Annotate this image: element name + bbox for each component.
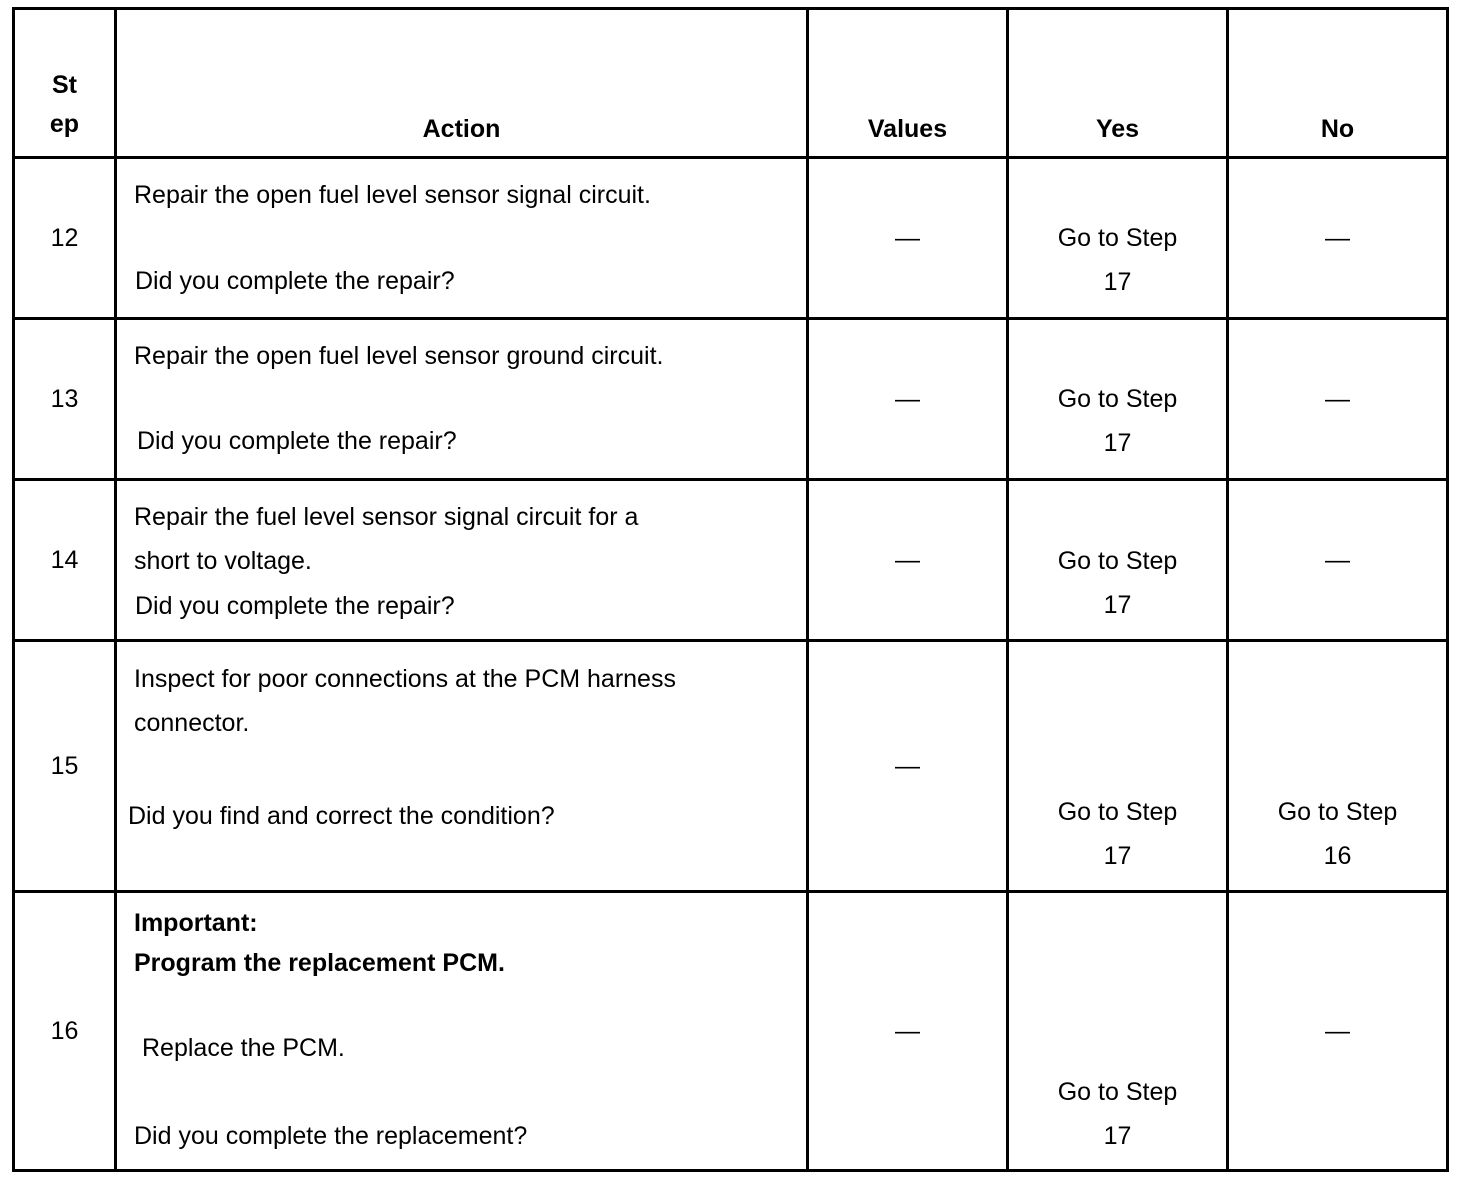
step-cell: 16 [14, 892, 116, 1171]
table-row [14, 319, 1448, 480]
step-cell: 12 [14, 158, 116, 319]
no-cell: — [1228, 319, 1448, 480]
step-cell: 13 [14, 319, 116, 480]
action-cell [116, 641, 808, 892]
yes-cell [1008, 480, 1228, 641]
table-row [14, 158, 1448, 319]
header-action: Action [116, 9, 808, 158]
action-cell [116, 892, 808, 1171]
important-text: Program the replacement PCM. [134, 949, 505, 977]
values-cell: — [808, 158, 1008, 319]
header-no: No [1228, 9, 1448, 158]
no-goto-step: 16 [1323, 842, 1352, 870]
action-text: Repair the open fuel level sensor signal circuit. [134, 181, 651, 209]
header-step [14, 9, 116, 158]
table-row [14, 641, 1448, 892]
action-question: Did you complete the replacement? [134, 1122, 528, 1150]
yes-cell [1008, 158, 1228, 319]
header-values: Values [808, 9, 1008, 158]
values-cell: — [808, 319, 1008, 480]
header-yes: Yes [1008, 9, 1228, 158]
action-text: Inspect for poor connections at the PCM harness [134, 665, 676, 693]
yes-cell [1008, 641, 1228, 892]
yes-cell [1008, 319, 1228, 480]
yes-goto-label: Go to Step [1057, 547, 1178, 575]
yes-goto-step: 17 [1103, 429, 1132, 457]
no-cell [1228, 641, 1448, 892]
action-cell [116, 480, 808, 641]
action-question: Did you find and correct the condition? [128, 802, 555, 830]
action-cell [116, 158, 808, 319]
no-goto-label: Go to Step [1277, 798, 1398, 826]
no-cell: — [1228, 892, 1448, 1171]
yes-goto-step: 17 [1103, 591, 1132, 619]
values-cell: — [808, 480, 1008, 641]
values-cell: — [808, 892, 1008, 1171]
no-cell: — [1228, 158, 1448, 319]
yes-goto-label: Go to Step [1057, 385, 1178, 413]
action-question: Did you complete the repair? [135, 267, 455, 295]
values-cell: — [808, 641, 1008, 892]
header-step-line1: St [52, 71, 77, 99]
action-cell [116, 319, 808, 480]
diagnostic-table [12, 7, 1449, 1172]
important-label: Important: [134, 909, 258, 937]
table-row [14, 892, 1448, 1171]
table-row [14, 480, 1448, 641]
yes-goto-step: 17 [1103, 842, 1132, 870]
step-cell: 15 [14, 641, 116, 892]
action-question: Did you complete the repair? [135, 592, 455, 620]
action-question: Did you complete the repair? [137, 427, 457, 455]
yes-goto-step: 17 [1103, 268, 1132, 296]
header-row [14, 9, 1448, 158]
header-step-line2: ep [49, 110, 80, 138]
yes-goto-label: Go to Step [1057, 798, 1178, 826]
action-text: Replace the PCM. [142, 1034, 345, 1062]
action-text-cont: connector. [134, 709, 250, 737]
yes-goto-label: Go to Step [1057, 224, 1178, 252]
action-text: Repair the open fuel level sensor ground circuit. [134, 342, 664, 370]
step-cell: 14 [14, 480, 116, 641]
action-text-cont: short to voltage. [134, 547, 312, 575]
yes-goto-step: 17 [1103, 1122, 1132, 1150]
no-cell: — [1228, 480, 1448, 641]
yes-goto-label: Go to Step [1057, 1078, 1178, 1106]
action-text: Repair the fuel level sensor signal circuit for a [134, 503, 639, 531]
yes-cell [1008, 892, 1228, 1171]
